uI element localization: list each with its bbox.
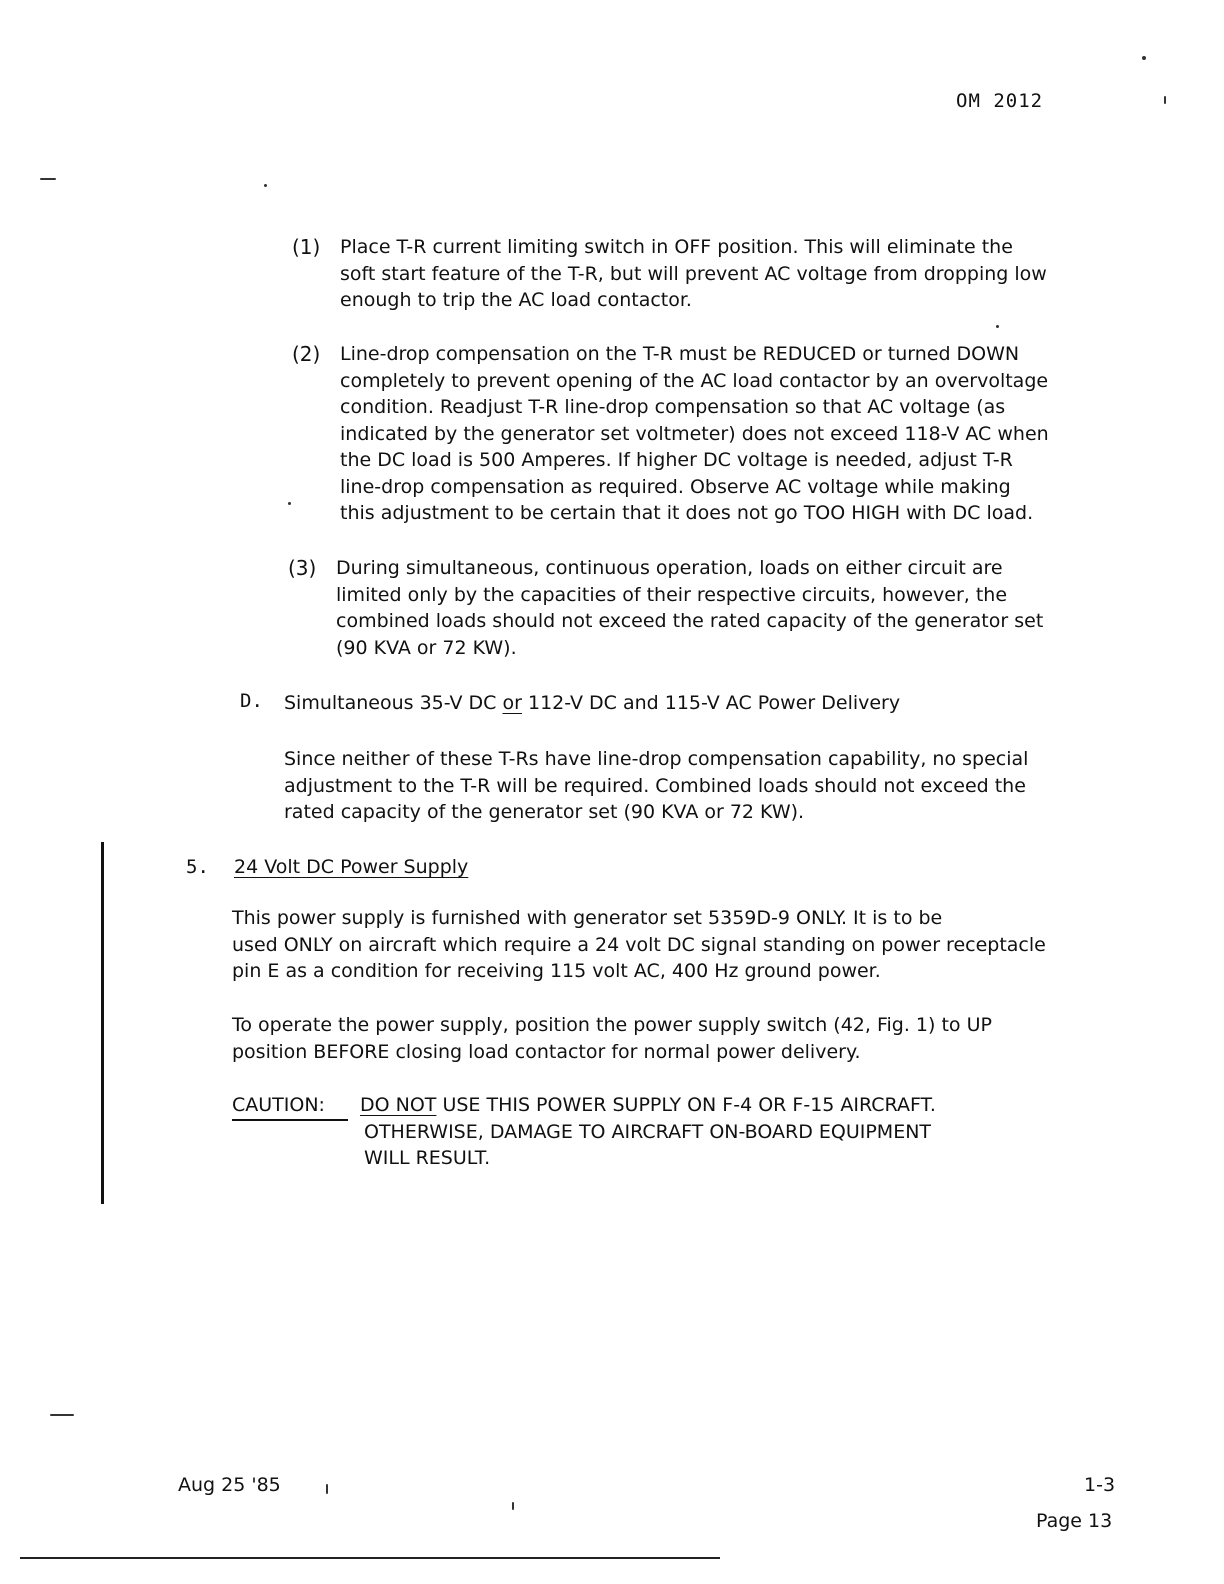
- section-5-title: 24 Volt DC Power Supply: [234, 856, 469, 878]
- scan-speck: [50, 1414, 74, 1416]
- document-id: OM 2012: [956, 90, 1044, 112]
- caution-text: [360, 1092, 936, 1172]
- item-2-text: [340, 341, 1049, 527]
- item-2-number: (2): [292, 342, 321, 366]
- section-d-line-1: Since neither of these T-Rs have line-drop compensation capability, no special: [284, 748, 1029, 770]
- item-2-line-4: indicated by the generator set voltmeter) does not exceed 118-V AC when: [340, 422, 1049, 445]
- caution-line-1-rest: USE THIS POWER SUPPLY ON F-4 OR F-15 AIRCRAFT.: [436, 1094, 936, 1116]
- scan-speck: [996, 325, 999, 328]
- section-d-title-part-1: Simultaneous 35-V DC: [284, 692, 503, 714]
- item-3-line-2: limited only by the capacities of their respective circuits, however, the: [336, 583, 1008, 606]
- section-5-p2-line-1: To operate the power supply, position the power supply switch (42, Fig. 1) to UP: [232, 1014, 992, 1036]
- section-d-line-3: rated capacity of the generator set (90 KVA or 72 KW).: [284, 801, 805, 823]
- section-d-title-part-2: 112-V DC and 115-V AC Power Delivery: [521, 692, 901, 714]
- section-5-paragraph-1: [232, 905, 1046, 985]
- item-1-line-2: soft start feature of the T-R, but will prevent AC voltage from dropping low: [340, 262, 1047, 285]
- item-1-line-1: Place T-R current limiting switch in OFF position. This will eliminate the: [340, 236, 1013, 258]
- footer-page-number: Page 13: [1036, 1510, 1113, 1532]
- item-3-text: [336, 555, 1043, 661]
- item-3-line-3: combined loads should not exceed the rated capacity of the generator set: [336, 610, 1044, 632]
- footer-date: Aug 25 '85: [178, 1474, 281, 1496]
- item-2-line-2: completely to prevent opening of the AC load contactor by an overvoltage: [340, 369, 1049, 392]
- scan-speck: [326, 1484, 328, 1494]
- section-d-line-2: adjustment to the T-R will be required. Combined loads should not exceed the: [284, 774, 1026, 797]
- section-5-p1-line-3: pin E as a condition for receiving 115 volt AC, 400 Hz ground power.: [232, 960, 881, 982]
- section-5-number: 5.: [186, 856, 209, 878]
- section-d-body: [284, 746, 1028, 826]
- section-5-p2-line-2: position BEFORE closing load contactor for normal power delivery.: [232, 1040, 861, 1063]
- caution-label: CAUTION:: [232, 1094, 325, 1116]
- scan-speck: [512, 1502, 514, 1510]
- item-2-line-6: line-drop compensation as required. Observe AC voltage while making: [340, 475, 1011, 498]
- section-d-title-or: or: [502, 692, 522, 714]
- item-2-line-1: Line-drop compensation on the T-R must be REDUCED or turned DOWN: [340, 343, 1020, 365]
- bottom-rule: [20, 1557, 720, 1559]
- item-1-line-3: enough to trip the AC load contactor.: [340, 289, 692, 311]
- item-2-line-3: condition. Readjust T-R line-drop compensation so that AC voltage (as: [340, 396, 1006, 418]
- caution-line-1: [360, 1092, 936, 1119]
- section-5-p1-line-1: This power supply is furnished with generator set 5359D-9 ONLY. It is to be: [232, 907, 943, 929]
- caution-line-3: WILL RESULT.: [364, 1147, 491, 1169]
- item-3-line-1: During simultaneous, continuous operation, loads on either circuit are: [336, 557, 1003, 579]
- scan-speck: [264, 184, 267, 187]
- caution-do-not: DO NOT: [360, 1094, 437, 1116]
- item-1-text: [340, 234, 1047, 314]
- scan-speck: [288, 502, 291, 505]
- section-d-title: [284, 690, 900, 717]
- item-2-line-7: this adjustment to be certain that it does not go TOO HIGH with DC load.: [340, 502, 1034, 524]
- item-3-line-4: (90 KVA or 72 KW).: [336, 636, 517, 659]
- item-3-number: (3): [288, 556, 317, 580]
- scan-speck: [40, 178, 56, 180]
- section-d-letter: D.: [240, 690, 263, 712]
- section-5-p1-line-2: used ONLY on aircraft which require a 24 volt DC signal standing on power receptacle: [232, 933, 1046, 956]
- item-2-line-5: the DC load is 500 Amperes. If higher DC voltage is needed, adjust T-R: [340, 449, 1013, 471]
- scan-speck: [1164, 96, 1166, 104]
- scan-speck: [1142, 56, 1146, 60]
- caution-underline: [232, 1119, 348, 1121]
- footer-section-page: 1-3: [1084, 1474, 1116, 1496]
- caution-line-2: OTHERWISE, DAMAGE TO AIRCRAFT ON-BOARD EQUIPMENT: [364, 1120, 932, 1143]
- section-5-paragraph-2: [232, 1012, 992, 1065]
- margin-change-bar: [101, 842, 104, 1204]
- item-1-number: (1): [292, 235, 321, 259]
